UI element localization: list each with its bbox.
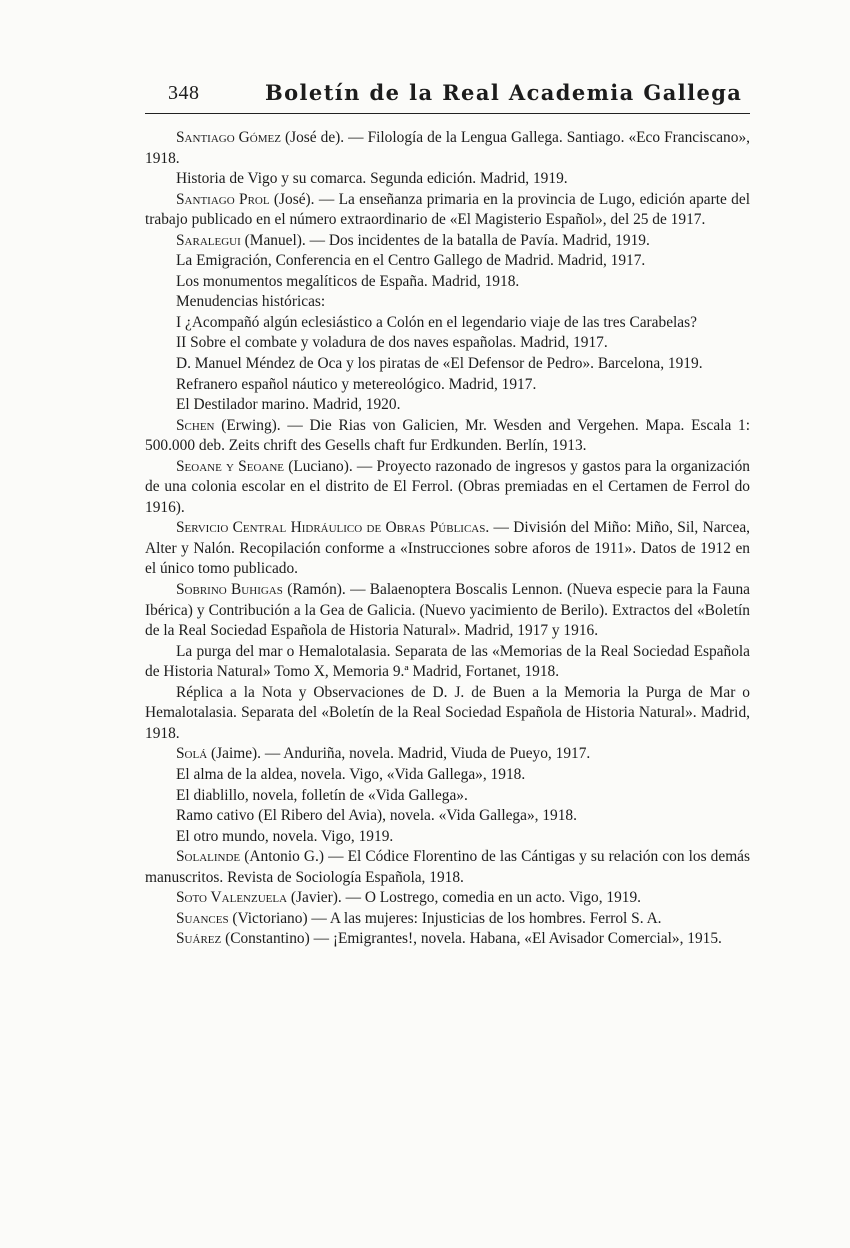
entry-emigracion	[145, 251, 750, 272]
entry-menudencias-1-text-1: ¿Acompañó algún eclesiástico a Colón en el legendario viaje de las tres Carabelas?	[184, 313, 697, 331]
entry-saralegui-text-1: (Manuel). —	[240, 231, 329, 249]
entry-seoane-text-3: (Obras premiadas en el Certamen de Ferrol do 1916).	[145, 478, 750, 516]
entry-ramo	[145, 806, 750, 827]
entry-soto-text-1: (Javier). —	[287, 889, 365, 907]
entry-sobrino	[145, 580, 750, 642]
entry-monumentos	[145, 272, 750, 293]
bibliography-list	[145, 128, 750, 950]
entry-destilador	[145, 395, 750, 416]
entry-otro-mundo-text-0: El otro mundo,	[176, 827, 269, 845]
entry-saralegui-text-2: Dos incidentes de la batalla de Pavía.	[328, 231, 559, 249]
entry-purga-text-1: Separata de las «Memorias de la Real Sociedad Española de Historia Natural» Tomo X, Memoria 9.ª Madrid, Fortanet, 1918.	[145, 642, 751, 681]
entry-sobrino-text-0: Sobrino Buhigas	[176, 581, 283, 599]
entry-suarez-text-2: ¡Emigrantes!,	[332, 930, 418, 948]
entry-mendez-oca-text-0: D. Manuel Méndez de Oca y los piratas de «El Defensor de Pedro».	[176, 355, 594, 373]
entry-refranero-text-0: Refranero español náutico y metereológico.	[176, 375, 445, 393]
entry-otro-mundo-text-1: novela. Vigo, 1919.	[268, 827, 394, 845]
entry-suarez	[145, 929, 750, 950]
entry-replica-text-1: Separata del «Boletín de la Real Sociedad Española de Historia Natural». Madrid, 1918.	[145, 704, 750, 742]
entry-schen-text-1: (Erwing). —	[214, 416, 310, 434]
entry-saralegui-text-3: Madrid, 1919.	[558, 231, 650, 249]
entry-soto-text-2: O Lostrego,	[364, 889, 439, 907]
entry-saralegui	[145, 231, 750, 252]
entry-soto-text-0: Soto Valenzuela	[176, 889, 288, 907]
entry-sobrino-text-1: (Ramón). —	[282, 581, 370, 599]
entry-santiago-gomez-text-0: Santiago Gómez	[176, 129, 281, 146]
entry-solalinde-text-3: Revista de Sociología Española, 1918.	[223, 868, 464, 886]
entry-emigracion-text-0: La Emigración,	[176, 252, 272, 270]
entry-suarez-text-0: Suárez	[176, 930, 222, 948]
entry-sola-text-3: novela. Madrid, Viuda de Pueyo, 1917.	[345, 745, 591, 763]
entry-menudencias-2-text-2: Madrid, 1917.	[516, 334, 608, 352]
entry-monumentos-text-1: Madrid, 1918.	[427, 272, 520, 290]
entry-suarez-text-3: novela. Habana, «El Avisador Comercial», 1915.	[417, 930, 722, 948]
entry-servicio-text-2: División del Miño: Miño, Sil, Narcea, Alter y Nalón.	[145, 519, 751, 557]
entry-ramo-text-1: novela. «Vida Gallega», 1918.	[386, 807, 577, 825]
entry-alma-aldea	[145, 765, 750, 786]
entry-santiago-prol	[145, 190, 750, 231]
entry-destilador-text-1: Madrid, 1920.	[308, 396, 401, 414]
entry-mendez-oca	[145, 354, 750, 375]
entry-seoane-text-1: (Luciano). —	[284, 457, 377, 475]
entry-santiago-prol-text-1: (José). —	[269, 190, 339, 208]
entry-sola-text-0: Solá	[176, 745, 208, 763]
entry-solalinde-text-0: Solalinde	[176, 848, 241, 866]
entry-santiago-gomez-text-2: Filología de la Lengua Gallega.	[367, 129, 563, 146]
entry-sobrino-text-5: (Nuevo yacimiento de Berilo). Extractos del «Boletín de la Real Sociedad Española de Historia Natural». Madrid, 1917 y 1916.	[145, 601, 750, 640]
entry-schen-text-2: Die Rias von Galicien, Mr. Wesden and Vergehen.	[309, 416, 639, 434]
entry-suances-text-2: A las mujeres: Injusticias de los hombres.	[329, 909, 586, 927]
entry-santiago-prol-text-2: La enseñanza primaria en la provincia de Lugo,	[338, 190, 636, 208]
entry-sola	[145, 744, 750, 765]
entry-diablillo	[145, 786, 750, 807]
entry-suances-text-0: Suances	[176, 909, 229, 927]
page-number: 348	[168, 82, 200, 104]
entry-servicio-text-0: Servicio Central Hidráulico de Obras Públicas.	[176, 519, 490, 537]
entry-servicio	[145, 518, 750, 580]
entry-monumentos-text-0: Los monumentos megalíticos de España.	[176, 272, 428, 290]
journal-title: Boletín de la Real Academia Gallega	[265, 80, 743, 105]
entry-santiago-gomez-text-3: Santiago. «Eco Franciscano», 1918.	[145, 129, 750, 167]
entry-santiago-prol-text-3: edición aparte del trabajo publicado en el número extraordinario de «El Magisterio Español», del 25 de 1917.	[145, 190, 750, 229]
entry-solalinde-text-1: (Antonio G.) —	[240, 848, 348, 866]
entry-suances	[145, 909, 750, 930]
entry-santiago-prol-text-0: Santiago Prol	[176, 190, 270, 208]
entry-refranero	[145, 375, 750, 396]
entry-menudencias-2-text-0: II	[176, 334, 191, 352]
entry-otro-mundo	[145, 827, 750, 848]
entry-replica	[145, 683, 750, 745]
entry-santiago-gomez	[145, 128, 750, 169]
entry-historia-vigo-text-0: Historia de Vigo y su comarca.	[176, 170, 367, 188]
entry-sobrino-text-3: (Nueva especie para la Fauna Ibérica) y	[145, 581, 750, 619]
entry-purga-text-0: La purga del mar o Hemalotalasia.	[176, 642, 391, 660]
entry-refranero-text-1: Madrid, 1917.	[444, 375, 537, 393]
entry-emigracion-text-1: Conferencia en el Centro Gallego de Madrid. Madrid, 1917.	[271, 252, 646, 270]
entry-suarez-text-1: (Constantino) —	[221, 930, 333, 948]
entry-schen-text-3: Mapa. Escala 1: 500.000 deb. Zeits chrift des Gesells chaft fur Erdkunden. Berlín, 1913.	[145, 416, 750, 455]
entry-historia-vigo-text-1: Segunda edición. Madrid, 1919.	[366, 170, 568, 188]
entry-soto-text-3: comedia en un acto. Vigo, 1919.	[438, 889, 642, 907]
entry-replica-text-0: Réplica a la Nota y Observaciones de D. J. de Buen a la Memoria la Purga de Mar o Hemalotalasia.	[145, 683, 750, 722]
entry-suances-text-1: (Victoriano) —	[228, 909, 330, 927]
entry-menudencias-1-text-0: I	[176, 313, 185, 331]
entry-seoane-text-2: Proyecto razonado de ingresos y gastos para la organización de una colonia escolar en el distrito de El Ferrol.	[145, 457, 750, 496]
entry-solalinde	[145, 847, 750, 888]
entry-schen-text-0: Schen	[176, 416, 215, 434]
entry-menudencias-1	[145, 313, 750, 334]
header-rule	[145, 113, 750, 114]
entry-schen	[145, 416, 750, 457]
entry-ramo-text-0: Ramo cativo (El Ribero del Avia),	[176, 807, 386, 825]
entry-sola-text-2: Anduriña,	[283, 745, 346, 763]
entry-diablillo-text-0: El diablillo,	[176, 786, 249, 804]
entry-suances-text-3: Ferrol S. A.	[585, 909, 662, 927]
entry-saralegui-text-0: Saralegui	[176, 231, 241, 249]
entry-soto	[145, 888, 750, 909]
entry-menudencias-2-text-1: Sobre el combate y voladura de dos naves españolas.	[190, 334, 517, 352]
entry-alma-aldea-text-1: novela. Vigo, «Vida Gallega», 1918.	[296, 765, 526, 783]
entry-seoane-text-0: Seoane y Seoane	[176, 457, 284, 475]
entry-mendez-oca-text-1: Barcelona, 1919.	[593, 355, 703, 373]
entry-sola-text-1: (Jaime). —	[207, 745, 284, 763]
entry-seoane	[145, 457, 750, 519]
entry-diablillo-text-1: novela, folletín de «Vida Gallega».	[248, 786, 468, 804]
entry-historia-vigo	[145, 169, 750, 190]
entry-sobrino-text-4: Contribución a la Gea de Galicia.	[208, 601, 416, 619]
entry-solalinde-text-2: El Códice Florentino de las Cántigas y su relación con los demás manuscritos.	[145, 848, 750, 886]
entry-menudencias	[145, 292, 750, 313]
entry-sobrino-text-2: Balaenoptera Boscalis Lennon.	[369, 581, 563, 599]
entry-servicio-text-3: Recopilación conforme a «Instrucciones sobre aforos de 1911». Datos de 1912 en el único tomo publicado.	[145, 539, 750, 578]
entry-menudencias-text-0: Menudencias históricas:	[176, 293, 326, 311]
entry-menudencias-2	[145, 333, 750, 354]
running-header	[145, 78, 750, 114]
entry-alma-aldea-text-0: El alma de la aldea,	[176, 765, 297, 783]
entry-servicio-text-1: —	[489, 519, 514, 537]
entry-purga	[145, 642, 750, 683]
entry-santiago-gomez-text-1: (José de). —	[280, 129, 368, 146]
entry-destilador-text-0: El Destilador marino.	[176, 396, 309, 414]
